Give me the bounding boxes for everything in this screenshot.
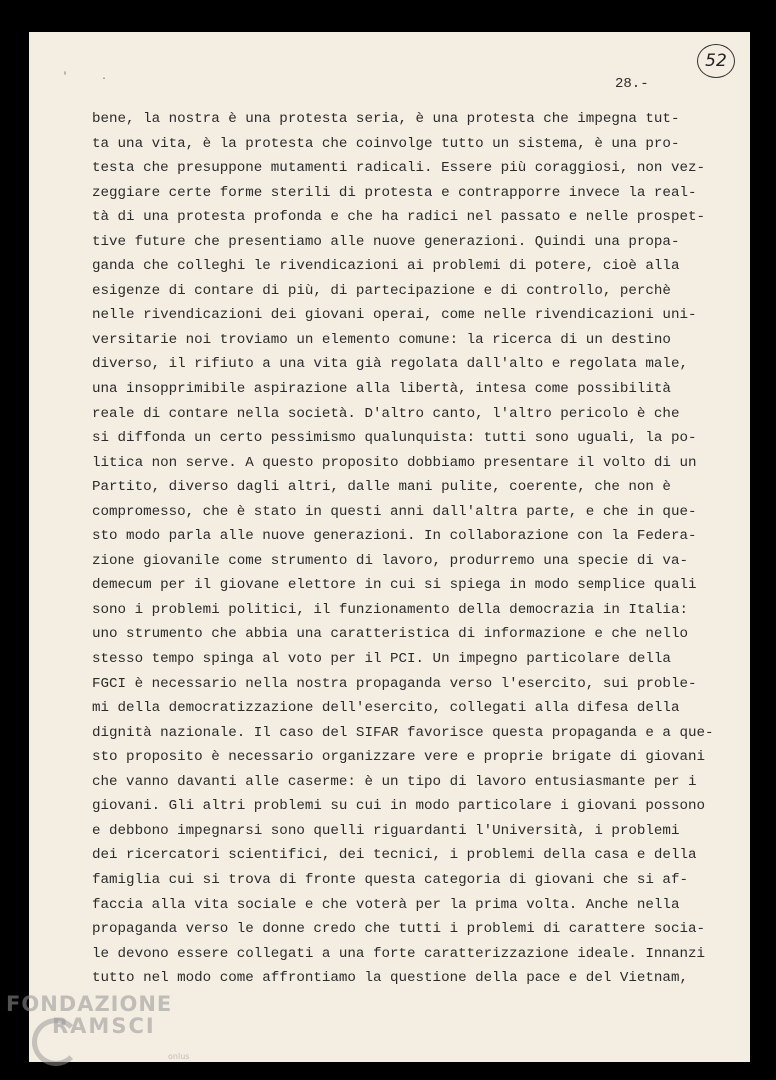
text-line: nelle rivendicazioni dei giovani operai, come nelle rivendicazioni uni- <box>92 307 697 324</box>
page-number: 28.- <box>615 76 649 92</box>
typewritten-text <box>92 107 714 991</box>
text-line: demecum per il giovane elettore in cui si spiega in modo semplice quali <box>92 577 697 594</box>
text-line: tive future che presentiamo alle nuove generazioni. Quindi una propa- <box>92 233 680 250</box>
text-line: versitarie noi troviamo un elemento comune: la ricerca di un destino <box>92 331 671 348</box>
text-line: sto modo parla alle nuove generazioni. In collaborazione con la Federa- <box>92 528 697 545</box>
text-line: tutto nel modo come affrontiamo la questione della pace e del Vietnam, <box>92 970 688 987</box>
scan-speck: · <box>101 74 108 85</box>
watermark-line-1: FONDAZIONE <box>6 992 173 1016</box>
text-line: zeggiare certe forme sterili di protesta e contrapporre invece la real- <box>92 184 697 201</box>
watermark-line-3: onlus <box>168 1052 190 1061</box>
text-line: propaganda verso le donne credo che tutti i problemi di carattere socia- <box>92 921 705 938</box>
text-line: ganda che colleghi le rivendicazioni ai problemi di potere, cioè alla <box>92 258 680 275</box>
text-line: dei ricercatori scientifici, dei tecnici, i problemi della casa e della <box>92 847 697 864</box>
text-line: compromesso, che è stato in questi anni dall'altra parte, e che in que- <box>92 503 697 520</box>
text-line: FGCI è necessario nella nostra propaganda verso l'esercito, sui proble- <box>92 675 697 692</box>
scan-speck: ' <box>62 72 69 83</box>
text-line: bene, la nostra è una protesta seria, è una protesta che impegna tut- <box>92 111 680 127</box>
text-line: giovani. Gli altri problemi su cui in modo particolare i giovani possono <box>92 798 705 815</box>
text-line: faccia alla vita sociale e che voterà per la prima volta. Anche nella <box>92 896 680 913</box>
text-line: sono i problemi politici, il funzionamento della democrazia in Italia: <box>92 601 688 618</box>
text-line: diverso, il rifiuto a una vita già regolata dall'alto e regolata male, <box>92 356 688 373</box>
text-line: dignità nazionale. Il caso del SIFAR favorisce questa propaganda e a que- <box>92 724 714 741</box>
text-line: stesso tempo spinga al voto per il PCI. Un impegno particolare della <box>92 651 671 668</box>
text-line: Partito, diverso dagli altri, dalle mani pulite, coerente, che non è <box>92 479 671 496</box>
text-line: mi della democratizzazione dell'esercito, collegati alla difesa della <box>92 700 680 717</box>
text-line: che vanno davanti alle caserme: è un tipo di lavoro entusiasmante per i <box>92 773 697 790</box>
watermark-line-2: RAMSCI <box>52 1014 156 1038</box>
text-line: e debbono impegnarsi sono quelli riguardanti l'Università, i problemi <box>92 822 680 839</box>
text-line: zione giovanile come strumento di lavoro, produrremo una specie di va- <box>92 552 688 569</box>
text-line: sto proposito è necessario organizzare vere e proprie brigate di giovani <box>92 749 705 766</box>
text-line: litica non serve. A questo proposito dobbiamo presentare il volto di un <box>92 454 697 471</box>
text-line: testa che presuppone mutamenti radicali. Essere più coraggiosi, non vez- <box>92 160 705 177</box>
text-line: si diffonda un certo pessimismo qualunquista: tutti sono uguali, la po- <box>92 430 697 447</box>
text-line: ta una vita, è la protesta che coinvolge tutto un sistema, è una pro- <box>92 135 680 152</box>
text-line: le devono essere collegati a una forte caratterizzazione ideale. Innanzi <box>92 945 705 962</box>
text-line: una insopprimibile aspirazione alla libertà, intesa come possibilità <box>92 381 671 398</box>
text-line: reale di contare nella società. D'altro canto, l'altro pericolo è che <box>92 405 680 422</box>
watermark <box>6 992 190 1061</box>
archive-stamp-number: 52 <box>697 44 735 78</box>
text-line: esigenze di contare di più, di partecipazione e di controllo, perchè <box>92 282 671 299</box>
text-line: tà di una protesta profonda e che ha radici nel passato e nelle prospet- <box>92 209 705 226</box>
text-line: famiglia cui si trova di fronte questa categoria di giovani che si af- <box>92 871 688 888</box>
text-line: uno strumento che abbia una caratteristica di informazione e che nello <box>92 626 688 643</box>
